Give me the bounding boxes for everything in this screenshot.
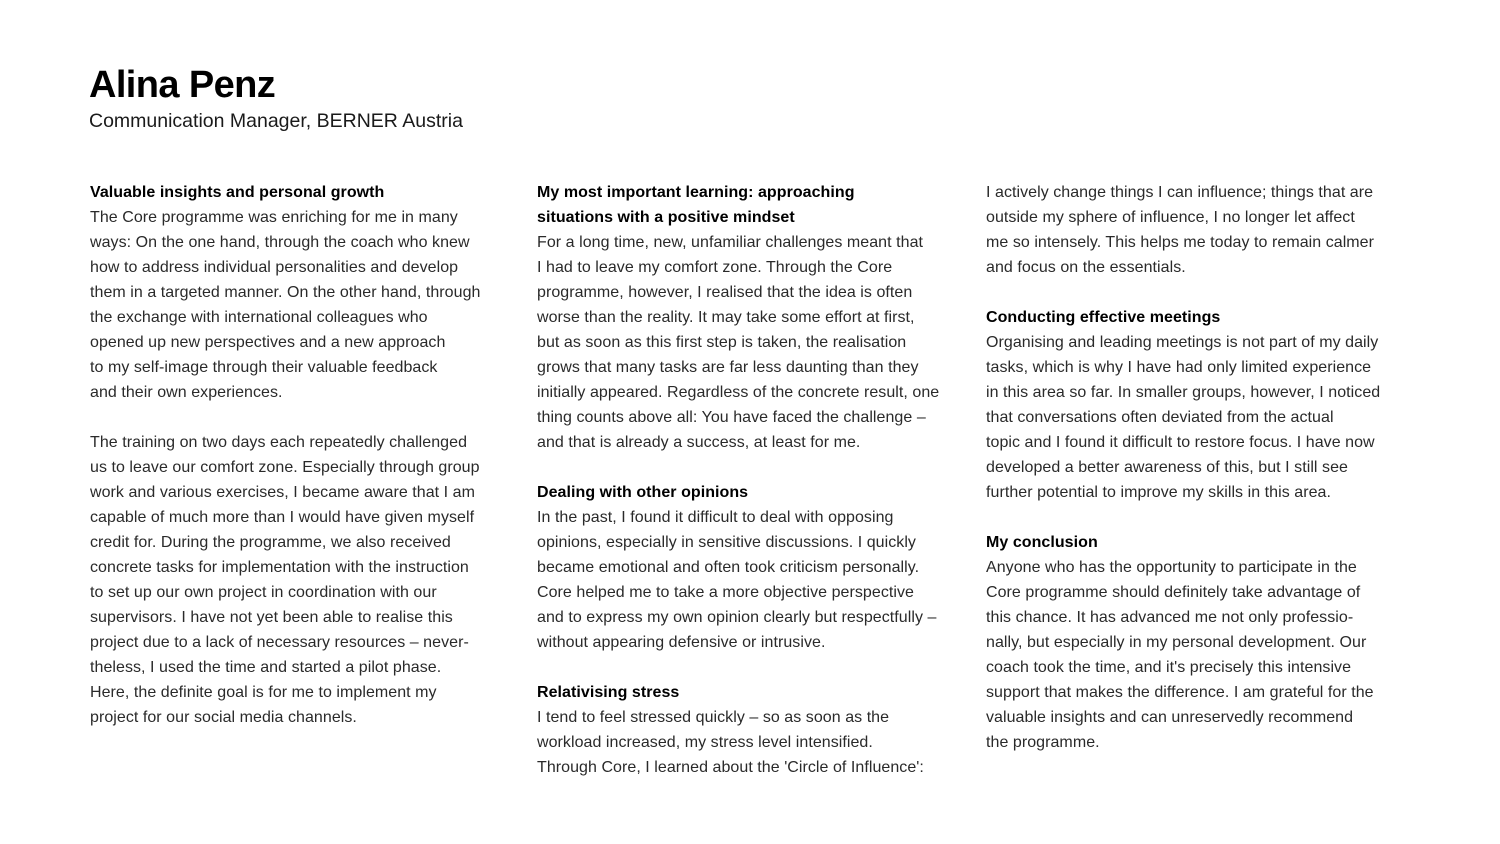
paragraph-line: initially appeared. Regardless of the concrete result, one: [537, 384, 940, 401]
paragraph-line: us to leave our comfort zone. Especially through group: [90, 459, 480, 476]
section-paragraph: [537, 230, 977, 455]
paragraph-line: project for our social media channels.: [90, 709, 357, 726]
paragraph-line: but as soon as this first step is taken, the realisation: [537, 334, 907, 351]
paragraph-line: I had to leave my comfort zone. Through the Core: [537, 259, 893, 276]
paragraph-line: The training on two days each repeatedly challenged: [90, 434, 468, 451]
paragraph-line: without appearing defensive or intrusive.: [537, 634, 826, 651]
paragraph-line: topic and I found it difficult to restore focus. I have now: [986, 434, 1375, 451]
paragraph-line: worse than the reality. It may take some effort at first,: [537, 309, 915, 326]
paragraph-line: ways: On the one hand, through the coach who knew: [90, 234, 470, 251]
section-heading: [986, 530, 1426, 555]
paragraph-line: capable of much more than I would have given myself: [90, 509, 475, 526]
person-role: Communication Manager, BERNER Austria: [89, 110, 463, 132]
paragraph-line: and focus on the essentials.: [986, 259, 1186, 276]
section-heading: [537, 680, 977, 705]
paragraph-line: support that makes the difference. I am grateful for the: [986, 684, 1374, 701]
paragraph-line: In the past, I found it difficult to deal with opposing: [537, 509, 894, 526]
page-header: [89, 62, 463, 134]
paragraph-line: me so intensely. This helps me today to remain calmer: [986, 234, 1375, 251]
person-name: Alina Penz: [89, 64, 276, 106]
section-heading: [986, 305, 1426, 330]
paragraph-line: developed a better awareness of this, but I still see: [986, 459, 1348, 476]
text-section: [537, 180, 977, 455]
paragraph-line: became emotional and often took criticism personally.: [537, 559, 920, 576]
section-paragraph: [90, 430, 530, 730]
paragraph-line: Through Core, I learned about the 'Circle of Influence':: [537, 759, 924, 776]
paragraph-line: outside my sphere of influence, I no longer let affect: [986, 209, 1355, 226]
heading-line: Dealing with other opinions: [537, 484, 749, 501]
paragraph-line: the exchange with international colleagues who: [90, 309, 428, 326]
paragraph-line: nally, but especially in my personal development. Our: [986, 634, 1367, 651]
paragraph-line: concrete tasks for implementation with the instruction: [90, 559, 469, 576]
column-3: [986, 180, 1426, 780]
paragraph-line: and that is already a success, at least for me.: [537, 434, 861, 451]
paragraph-line: project due to a lack of necessary resources – never-: [90, 634, 469, 651]
heading-line: situations with a positive mindset: [537, 209, 795, 226]
section-paragraph: [537, 505, 977, 655]
paragraph-line: coach took the time, and it's precisely this intensive: [986, 659, 1352, 676]
section-heading: [90, 180, 530, 205]
paragraph-line: Core programme should definitely take advantage of: [986, 584, 1361, 601]
heading-line: Conducting effective meetings: [986, 309, 1221, 326]
paragraph-line: I actively change things I can influence; things that are: [986, 184, 1374, 201]
paragraph-line: Anyone who has the opportunity to participate in the: [986, 559, 1357, 576]
paragraph-line: in this area so far. In smaller groups, however, I noticed: [986, 384, 1381, 401]
section-paragraph: [986, 555, 1426, 755]
paragraph-line: and to express my own opinion clearly but respectfully –: [537, 609, 937, 626]
paragraph-line: opinions, especially in sensitive discussions. I quickly: [537, 534, 916, 551]
text-section: [537, 480, 977, 655]
paragraph-line: valuable insights and can unreservedly recommend: [986, 709, 1354, 726]
paragraph-line: Here, the definite goal is for me to implement my: [90, 684, 437, 701]
heading-line: Valuable insights and personal growth: [90, 184, 385, 201]
section-paragraph: [986, 330, 1426, 505]
section-heading: [537, 180, 977, 230]
section-heading: [537, 480, 977, 505]
paragraph-line: the programme.: [986, 734, 1100, 751]
text-section: [90, 180, 530, 405]
paragraph-line: programme, however, I realised that the idea is often: [537, 284, 913, 301]
text-section: [986, 530, 1426, 755]
paragraph-line: opened up new perspectives and a new approach: [90, 334, 446, 351]
paragraph-line: and their own experiences.: [90, 384, 283, 401]
text-section: [537, 680, 977, 780]
paragraph-line: thing counts above all: You have faced the challenge –: [537, 409, 926, 426]
paragraph-line: workload increased, my stress level intensified.: [537, 734, 873, 751]
section-paragraph: [986, 180, 1426, 280]
paragraph-line: tasks, which is why I have had only limited experience: [986, 359, 1372, 376]
column-2: [537, 180, 977, 805]
heading-line: My most important learning: approaching: [537, 184, 855, 201]
paragraph-line: The Core programme was enriching for me in many: [90, 209, 458, 226]
text-section: [986, 180, 1426, 280]
paragraph-line: this chance. It has advanced me not only professio-: [986, 609, 1354, 626]
paragraph-line: theless, I used the time and started a pilot phase.: [90, 659, 442, 676]
paragraph-line: work and various exercises, I became aware that I am: [90, 484, 475, 501]
paragraph-line: supervisors. I have not yet been able to realise this: [90, 609, 453, 626]
section-paragraph: [90, 205, 530, 405]
text-section: [90, 430, 530, 730]
heading-line: My conclusion: [986, 534, 1098, 551]
paragraph-line: them in a targeted manner. On the other hand, through: [90, 284, 481, 301]
heading-line: Relativising stress: [537, 684, 680, 701]
paragraph-line: I tend to feel stressed quickly – so as soon as the: [537, 709, 890, 726]
paragraph-line: credit for. During the programme, we also received: [90, 534, 451, 551]
paragraph-line: further potential to improve my skills in this area.: [986, 484, 1331, 501]
paragraph-line: to set up our own project in coordination with our: [90, 584, 437, 601]
text-section: [986, 305, 1426, 505]
paragraph-line: how to address individual personalities and develop: [90, 259, 459, 276]
paragraph-line: Organising and leading meetings is not part of my daily: [986, 334, 1379, 351]
paragraph-line: that conversations often deviated from the actual: [986, 409, 1334, 426]
paragraph-line: grows that many tasks are far less daunting than they: [537, 359, 919, 376]
paragraph-line: For a long time, new, unfamiliar challenges meant that: [537, 234, 924, 251]
column-1: [90, 180, 530, 755]
paragraph-line: Core helped me to take a more objective perspective: [537, 584, 914, 601]
section-paragraph: [537, 705, 977, 780]
paragraph-line: to my self-image through their valuable feedback: [90, 359, 438, 376]
